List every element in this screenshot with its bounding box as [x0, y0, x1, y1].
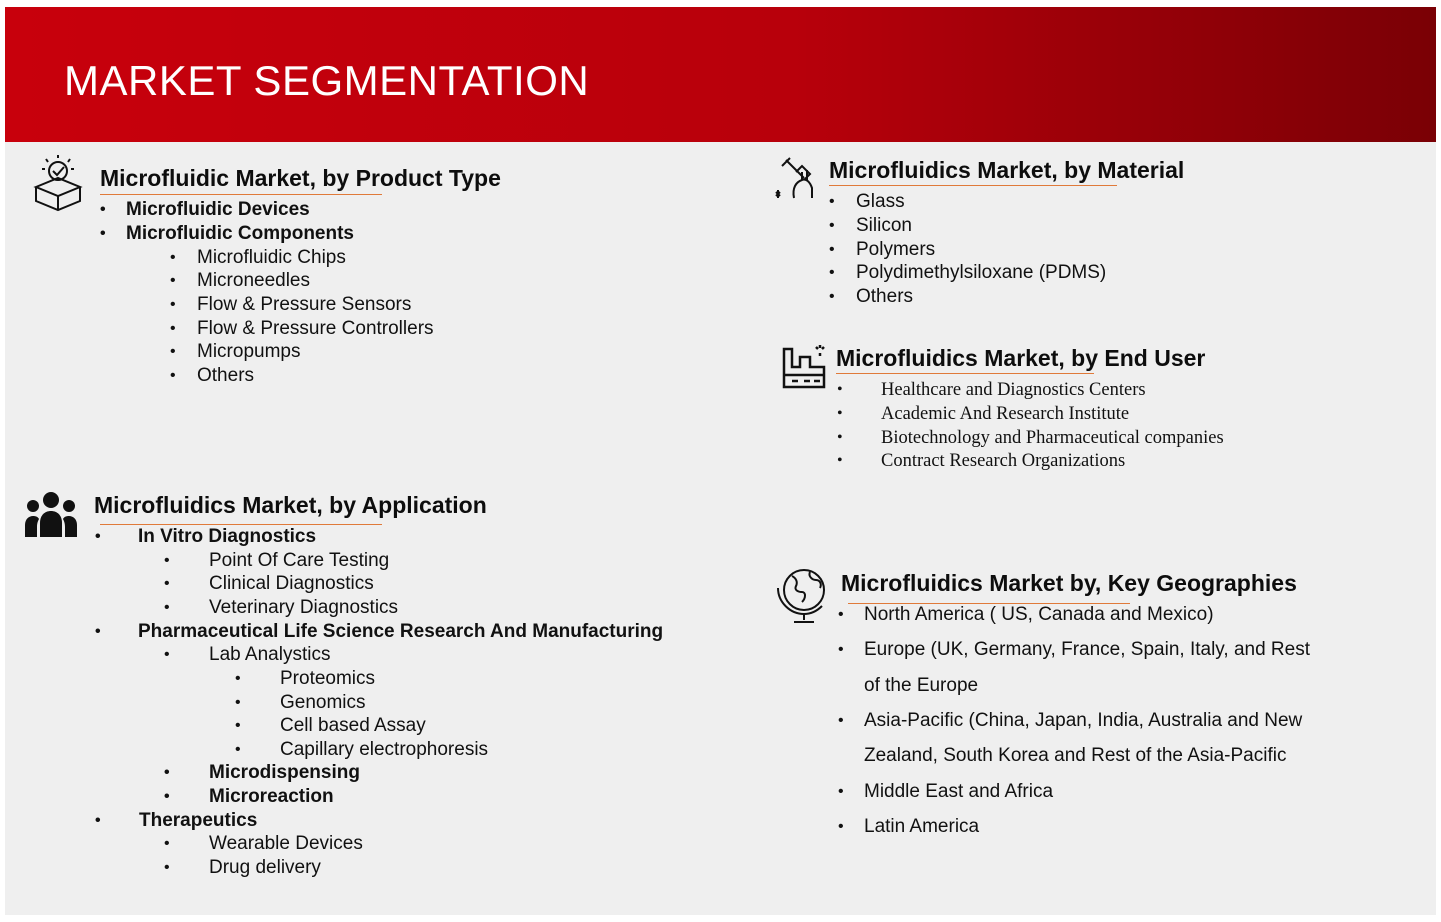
- end-user-underline: [836, 373, 1094, 374]
- list-item: • Glass: [829, 191, 905, 212]
- list-item: • Flow & Pressure Sensors: [170, 294, 412, 315]
- list-item: • Cell based Assay: [235, 715, 426, 736]
- product-type-title: Microfluidic Market, by Product Type: [100, 165, 501, 191]
- list-item: • Asia-Pacific (China, Japan, India, Australia and New: [838, 710, 1303, 731]
- list-item: • Microneedles: [170, 270, 310, 291]
- list-item: • Microdispensing: [164, 762, 360, 783]
- list-item: • Point Of Care Testing: [164, 550, 390, 571]
- globe-icon: [776, 564, 832, 626]
- list-item: • Microfluidic Components: [100, 223, 354, 244]
- list-item: • Europe (UK, Germany, France, Spain, Italy, and Rest: [838, 639, 1310, 660]
- list-item: • Therapeutics: [95, 810, 258, 831]
- list-item: • Healthcare and Diagnostics Centers: [837, 380, 1146, 400]
- box-check-icon: [32, 153, 84, 213]
- list-item: • Latin America: [838, 816, 980, 837]
- end-user-title: Microfluidics Market, by End User: [836, 345, 1206, 371]
- list-item: • Clinical Diagnostics: [164, 573, 374, 594]
- list-item: • Middle East and Africa: [838, 781, 1054, 802]
- people-group-icon: [24, 491, 78, 539]
- list-item: • Microfluidic Devices: [100, 199, 310, 220]
- list-item: • Others: [829, 286, 914, 307]
- geographies-title: Microfluidics Market by, Key Geographies: [841, 570, 1297, 596]
- list-item: • Wearable Devices: [164, 833, 363, 854]
- page-title: MARKET SEGMENTATION: [64, 57, 590, 104]
- list-item: • Micropumps: [170, 341, 301, 362]
- list-item: • In Vitro Diagnostics: [95, 526, 317, 547]
- list-item: • Microfluidic Chips: [170, 247, 346, 268]
- list-item: • Veterinary Diagnostics: [164, 597, 399, 618]
- list-item: • Pharmaceutical Life Science Research And Manufacturing: [95, 621, 664, 642]
- list-item: • Capillary electrophoresis: [235, 739, 489, 760]
- list-item: • Polymers: [829, 239, 936, 260]
- list-item: • Silicon: [829, 215, 912, 236]
- syringe-hand-icon: [772, 154, 820, 204]
- list-item: Zealand, South Korea and Rest of the Asia-Pacific: [864, 745, 1287, 766]
- header-banner: [5, 7, 1436, 142]
- application-title: Microfluidics Market, by Application: [94, 492, 487, 518]
- list-item: • Microreaction: [164, 786, 334, 807]
- list-item: • Others: [170, 365, 255, 386]
- list-item: • Biotechnology and Pharmaceutical companies: [837, 428, 1224, 448]
- list-item: • North America ( US, Canada and Mexico): [838, 604, 1214, 625]
- list-item: • Proteomics: [235, 668, 376, 689]
- list-item: • Lab Analystics: [164, 644, 331, 665]
- material-title: Microfluidics Market, by Material: [829, 157, 1185, 183]
- material-underline: [829, 185, 1117, 186]
- factory-icon: [780, 343, 828, 389]
- list-item: • Drug delivery: [164, 857, 321, 878]
- product-type-underline: [100, 194, 382, 195]
- list-item: • Flow & Pressure Controllers: [170, 318, 434, 339]
- list-item: • Genomics: [235, 692, 366, 713]
- list-item: • Contract Research Organizations: [837, 451, 1126, 471]
- list-item: • Academic And Research Institute: [837, 404, 1130, 424]
- list-item: of the Europe: [864, 675, 979, 696]
- list-item: • Polydimethylsiloxane (PDMS): [829, 262, 1107, 283]
